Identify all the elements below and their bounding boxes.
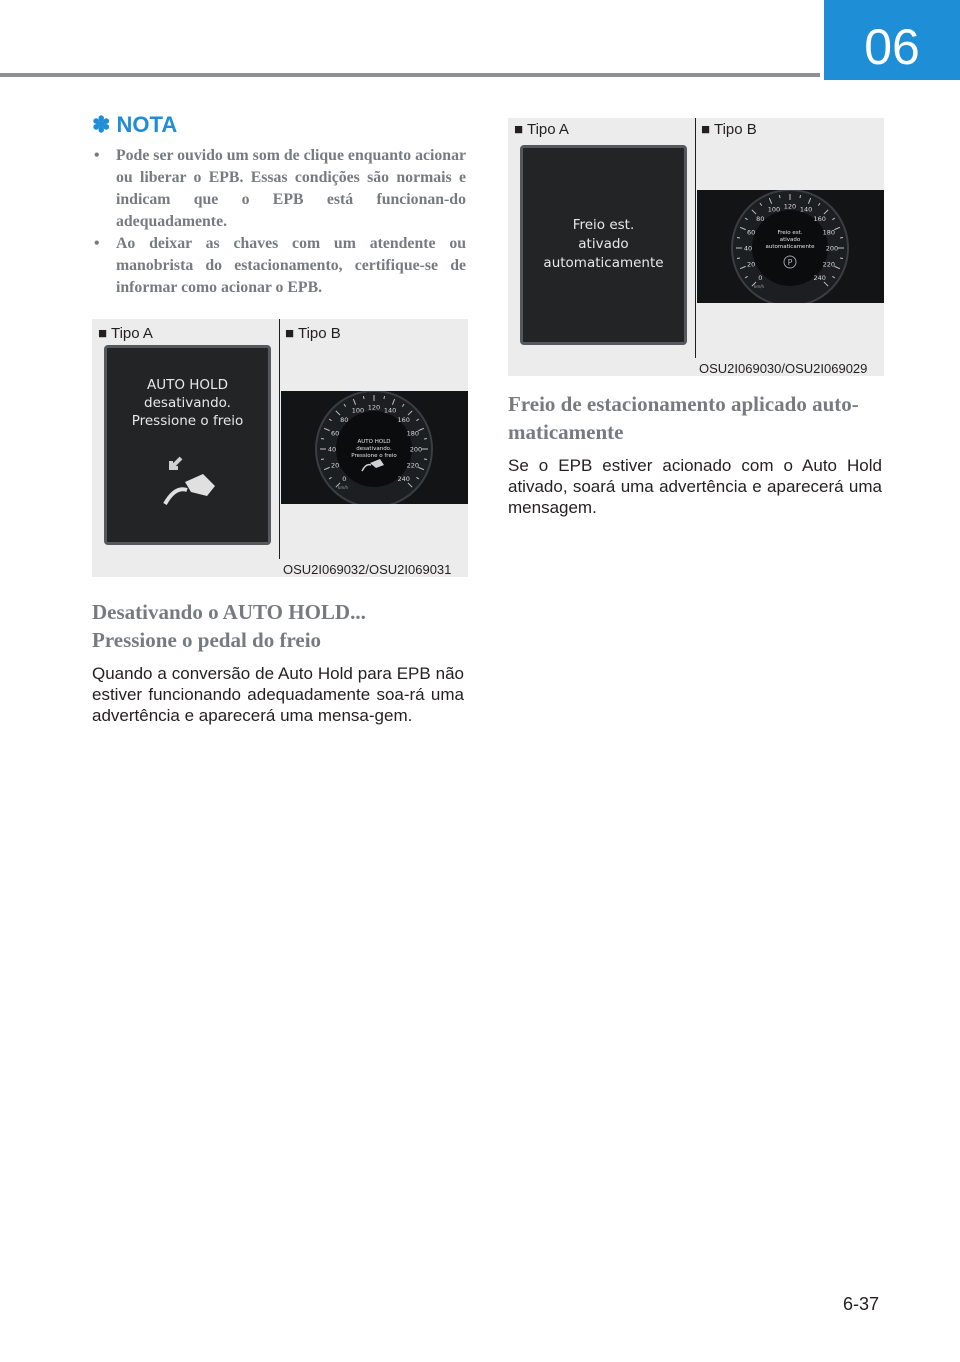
speed-tick-label: 100 <box>351 406 365 415</box>
type-a-label: ■ Tipo A <box>514 121 569 138</box>
gauge-tick <box>737 258 740 259</box>
type-b-cluster <box>281 391 468 504</box>
gauge-tick <box>840 258 843 259</box>
section-body: Quando a conversão de Auto Hold para EPB não estiver funcionando adequadamente soa-rá uma advertência e aparecerá uma mensa-gem. <box>92 664 464 725</box>
cluster-message-line: ativado <box>779 237 801 243</box>
figure-code: OSU2I069032/OSU2I069031 <box>283 562 452 577</box>
speed-tick-label: 160 <box>813 214 826 223</box>
speed-tick-label: 140 <box>799 205 813 214</box>
speed-tick-label: 200 <box>409 445 423 454</box>
section-title-line: maticamente <box>508 420 624 444</box>
type-b-label: ■ Tipo B <box>701 121 757 138</box>
figure-divider <box>279 319 280 559</box>
speed-unit-label: km/h <box>338 485 349 490</box>
speed-tick-label: 240 <box>813 274 826 283</box>
section-title-line: Desativando o AUTO HOLD... <box>92 600 366 624</box>
chapter-tab: 06 <box>824 0 960 80</box>
speed-tick-label: 40 <box>743 244 753 253</box>
gauge-tick <box>321 459 324 460</box>
speed-tick-label: 240 <box>397 475 410 484</box>
gauge-tick <box>737 237 740 238</box>
gauge-tick <box>424 438 427 439</box>
page-number: 6-37 <box>843 1294 880 1314</box>
speed-tick-label: 220 <box>406 461 420 470</box>
speed-tick-label: 40 <box>327 445 337 454</box>
brake-pedal-icon <box>157 452 227 512</box>
note-item: • Pode ser ouvido um som de clique enquanto acionar ou liberar o EPB. Essas condições são normais e indicam que o EPB está funcionan-do adequadamente. <box>92 145 466 233</box>
speed-tick-label: 80 <box>756 214 765 223</box>
cluster-message-line: automaticamente <box>765 244 815 250</box>
section-body: Se o EPB estiver acionado com o Auto Hold ativado, soará uma advertência e aparecerá uma mensagem. <box>508 456 882 517</box>
speed-tick-label: 200 <box>825 244 839 253</box>
display-message-line: Freio est. <box>572 217 635 233</box>
section-title-line: Freio de estacionamento aplicado auto- <box>508 392 859 416</box>
speed-tick-label: 100 <box>767 205 781 214</box>
section-title <box>92 598 472 654</box>
speed-unit-label: km/h <box>754 284 765 289</box>
type-a-label: ■ Tipo A <box>98 325 153 342</box>
display-message-line: automaticamente <box>543 255 664 271</box>
speed-tick-label: 60 <box>331 429 340 438</box>
speed-tick-label: 140 <box>383 406 397 415</box>
display-message-line: Pressione o freio <box>131 413 244 429</box>
speed-tick-label: 80 <box>340 415 349 424</box>
cluster-message-line: AUTO HOLD <box>357 439 391 445</box>
speed-tick-label: 120 <box>367 403 381 412</box>
cluster-message-line: Freio est. <box>777 230 803 236</box>
speed-tick-label: 180 <box>822 228 836 237</box>
parking-brake-symbol: P <box>787 258 793 267</box>
gauge-tick <box>800 195 801 198</box>
gauge-tick <box>363 396 364 399</box>
speed-tick-label: 220 <box>822 260 836 269</box>
cluster-message-line: desativando. <box>356 446 392 452</box>
gauge-tick <box>384 396 385 399</box>
speed-tick-label: 0 <box>342 475 347 484</box>
speed-tick-label: 0 <box>758 274 763 283</box>
figure-code: OSU2I069030/OSU2I069029 <box>699 361 868 376</box>
gauge-tick <box>779 195 780 198</box>
note-item: • Ao deixar as chaves com um atendente ou manobrista do estacionamento, certifique-se de informar como acionar o EPB. <box>92 233 466 299</box>
note-list <box>92 145 466 299</box>
speed-tick-label: 20 <box>747 260 756 269</box>
section-title-line: Pressione o pedal do freio <box>92 628 322 652</box>
note-title: ✽ NOTA <box>92 112 178 137</box>
header-rule <box>0 73 820 77</box>
gauge-tick <box>321 438 324 439</box>
type-a-display <box>520 145 687 345</box>
cluster-message-line: Pressione o freio <box>351 453 397 459</box>
display-message-line: AUTO HOLD <box>147 377 228 393</box>
gauge-tick <box>840 237 843 238</box>
speed-tick-label: 20 <box>331 461 340 470</box>
figure-divider <box>695 118 696 358</box>
gauge-tick <box>424 459 427 460</box>
display-message-line: ativado <box>578 236 629 252</box>
type-b-label: ■ Tipo B <box>285 325 341 342</box>
speed-tick-label: 60 <box>747 228 756 237</box>
figure-auto-hold <box>92 319 468 577</box>
speed-tick-label: 120 <box>783 202 797 211</box>
figure-parking-brake <box>508 118 884 376</box>
section-title <box>508 390 888 446</box>
speed-tick-label: 180 <box>406 429 420 438</box>
type-b-cluster <box>697 190 884 303</box>
type-a-display <box>104 345 271 545</box>
speed-tick-label: 160 <box>397 415 410 424</box>
display-message-line: desativando. <box>144 395 231 411</box>
